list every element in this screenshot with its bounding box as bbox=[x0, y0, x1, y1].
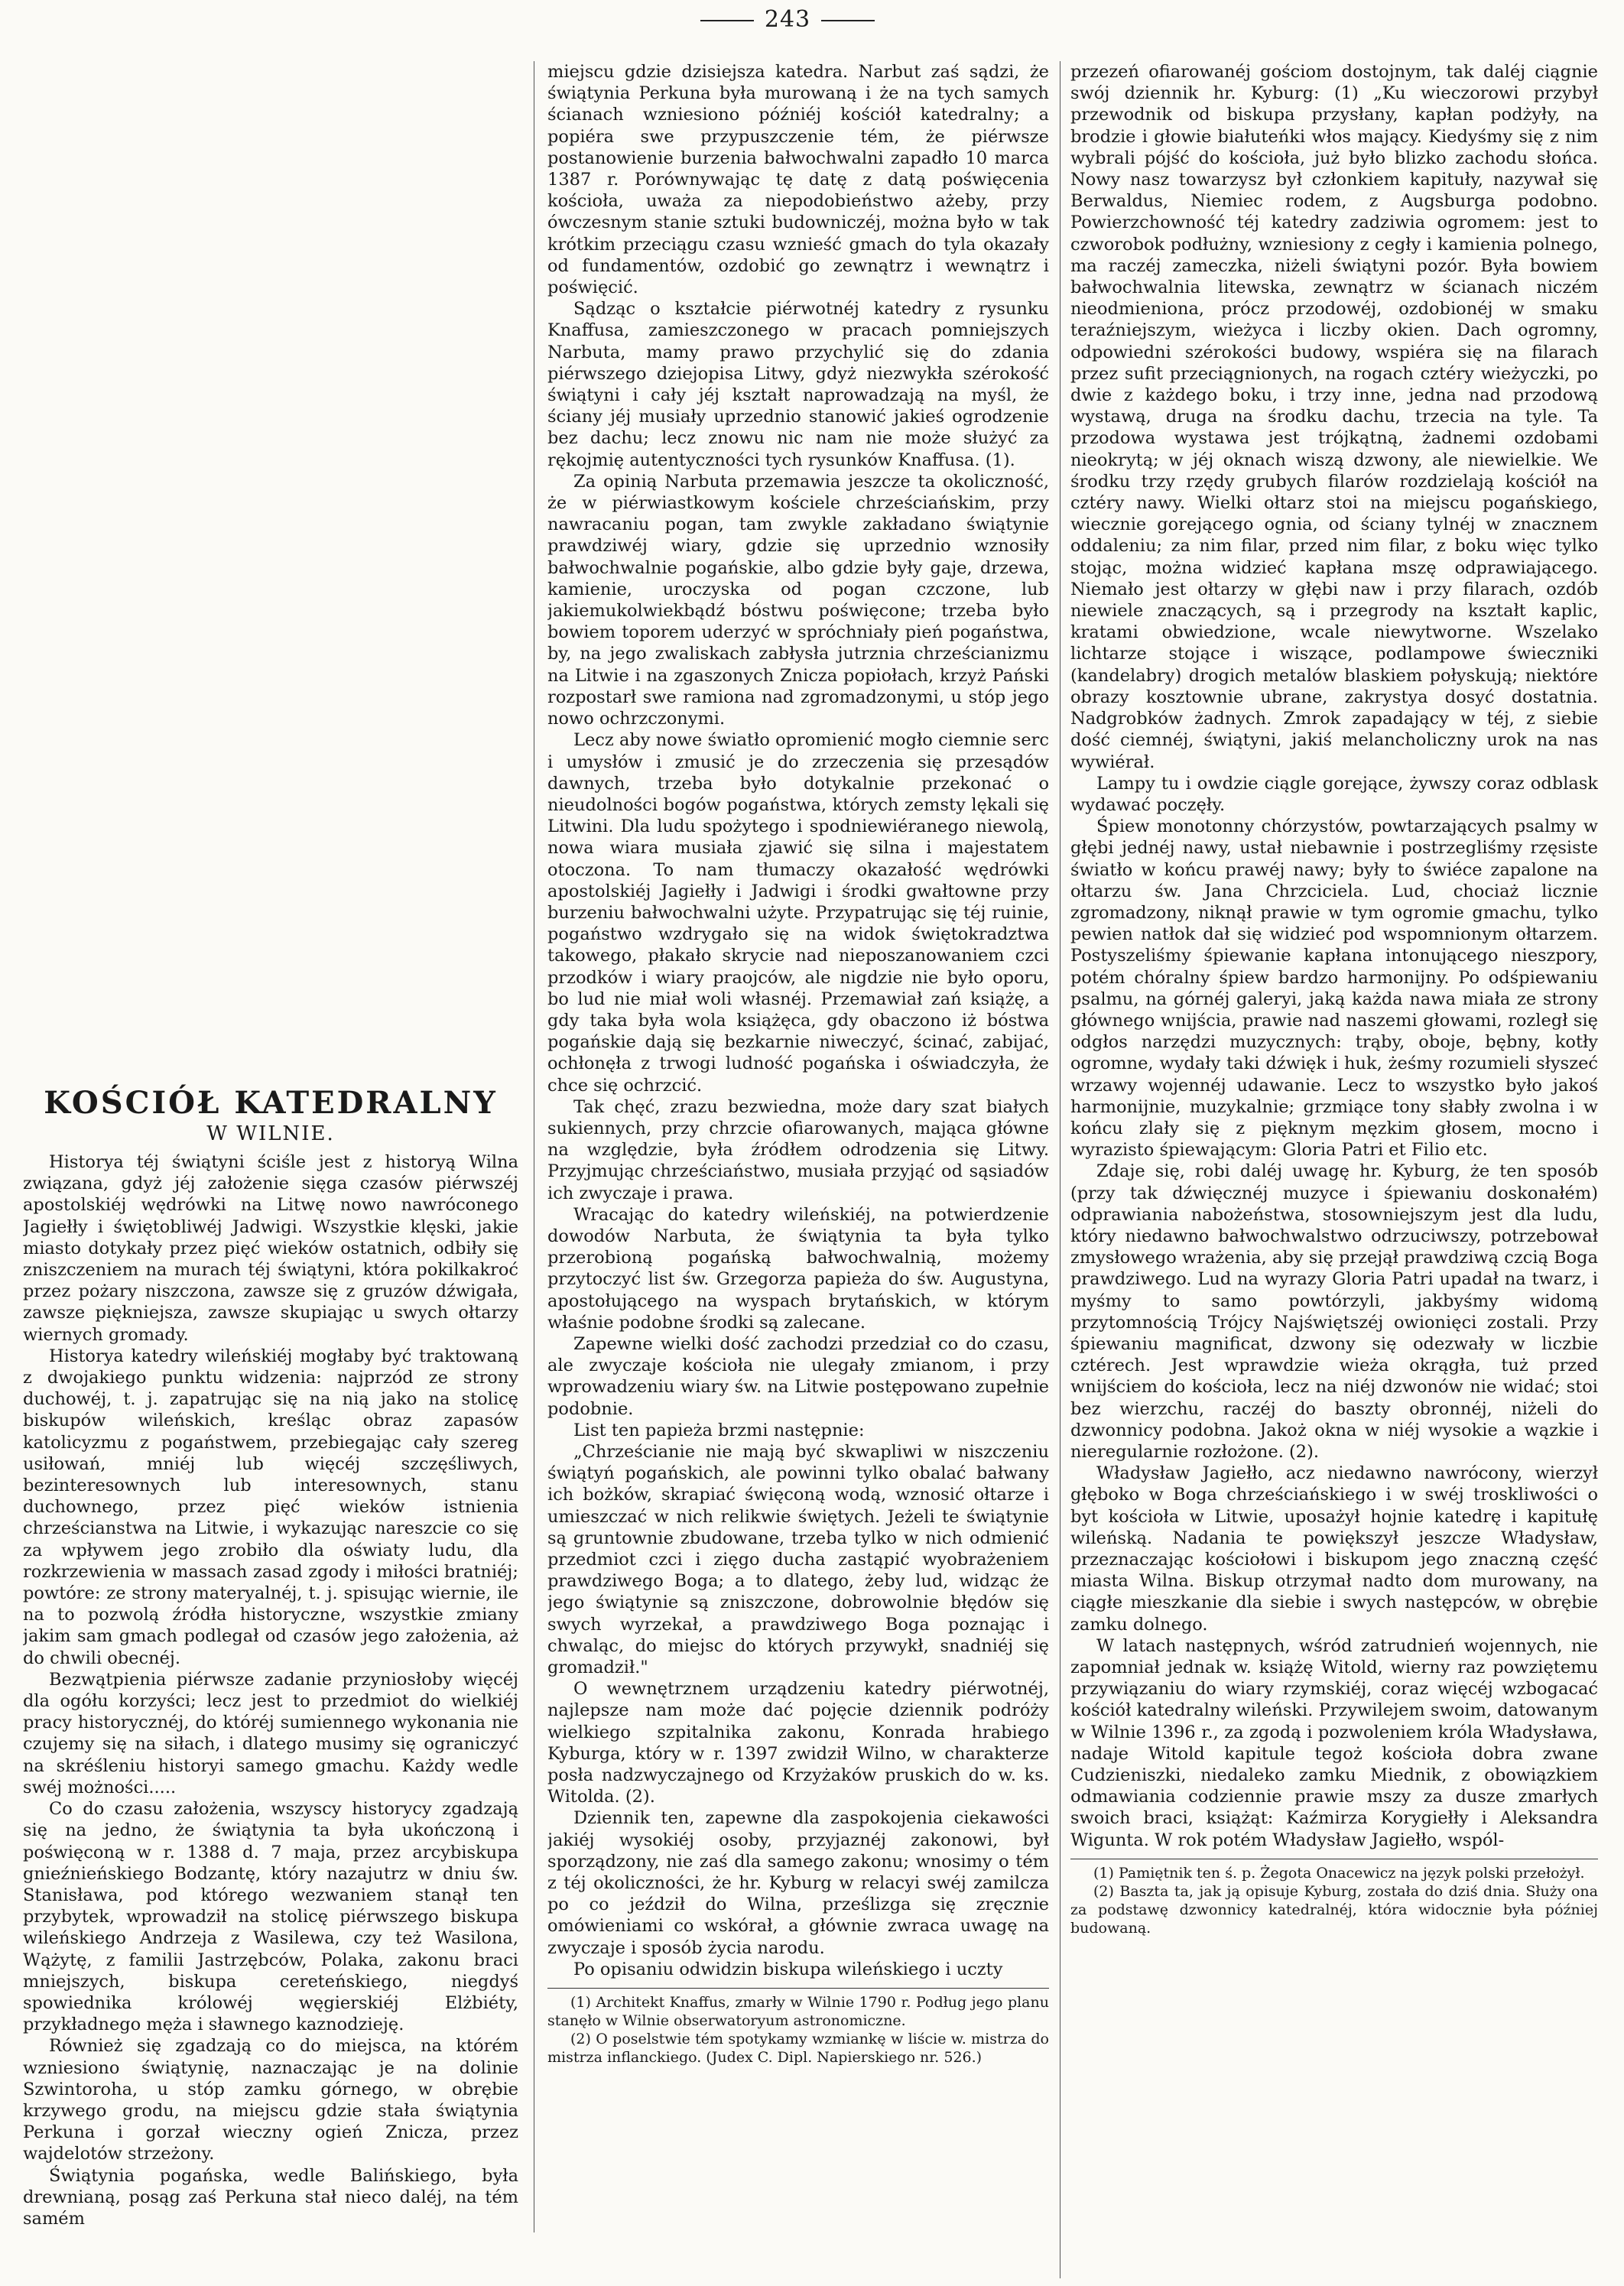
paragraph: W latach następnych, wśród zatrudnień wojennych, nie zapomniał jednak w. książę Witold, wierny raz powziętemu przywiązaniu do wiary rzymskiéj, coraz więcéj wzbogacać kościół katedralny wileński. Przywilejem swoim, datowanym w Wilnie 1396 r., za zgodą i pozwoleniem króla Władysława, nadaje Witold kapitule tegoż kościoła dobra zwane Cudzieniszki, niedaleko zamku Miednik, z obowiązkiem odmawiania codziennie prawie mszy za dusze zmarłych swoich braci, książąt: Kaźmirza Korygiełły i Aleksandra Wigunta. W rok potém Władysław Jagiełło, wspól- bbox=[1070, 1635, 1598, 1850]
paragraph: „Chrześcianie nie mają być skwapliwi w niszczeniu świątyń pogańskich, ale powinni tylko obalać bałwany ich bożków, skrapiać święconą wodą, wznosić ołtarze i umieszczać w nich relikwie świętych. Jeżeli te świątynie są gruntownie zbudowane, trzeba tylko w nich odmienić przedmiot czci i zięgo ducha zastąpić wyobrażeniem prawdziwego Boga; a to dlatego, żeby lud, widząc że jego świątynie są zniszczone, dobrowolnie błędów się swych wyrzekał, a prawdziwego Boga poznając i chwaląc, do miejsc do których przywykł, snadniéj się gromadził." bbox=[547, 1442, 1049, 1678]
page-number bbox=[535, 6, 1040, 33]
footnotes-right bbox=[1070, 1859, 1598, 1937]
column-middle bbox=[547, 61, 1049, 2232]
footnote: (1) Pamiętnik ten ś. p. Żegota Onacewicz na język polski przełożył. bbox=[1093, 1864, 1585, 1882]
paragraph: przezeń ofiarowanéj gościom dostojnym, tak daléj ciągnie swój dziennik hr. Kyburg: (1) „Ku wieczorowi przybył przewodnik od biskupa przysłany, kapłan podżyły, na brodzie i głowie białuteńki włos mający. Kiedyśmy się z nim wybrali pójść do kościoła, już było blizko zachodu słońca. Nowy nasz towarzysz był członkiem kapituły, nazywał się Berwaldus, Niemiec rodem, z Augsburga podobno. Powierzchowność téj katedry zadziwia ogromem: jest to czworobok podłużny, wzniesiony z cegły i kamienia polnego, ma raczéj zameczka, niżeli świątyni pozór. Była bowiem bałwochwalnia litewska, zewnątrz w ścianach niczém nieodmieniona, prócz przodowéj, ozdobionéj w smaku teraźniejszym, wieżyca i liczby okien. Dach ogromny, odpowiedni szérokości budowy, wspiéra się na filarach przez sufit przeciągnionych, na rogach cztéry wieżyczki, po dwie z każdego boku, i trzy inne, jedna nad przodową wystawą, druga na środku dachu, trzecia na tyle. Ta przodowa wystawa jest trójkątną, żadnemi ozdobami nieokrytą; w jéj oknach wiszą dzwony, ale niewielkie. We środku trzy rzędy grubych filarów rozdzielają kościół na cztéry nawy. Wielki ołtarz stoi na miejscu pogańskiego, wiecznie gorejącego ognia, od ściany tylnéj w znacznem oddaleniu; za nim filar, przed nim filar, z boku więc tylko stojąc, można widzieć kapłana mszę odprawiającego. Niemało jest ołtarzy w głębi naw i przy filarach, ozdób niewiele znaczących, są i przegrody na kształt kaplic, kratami obwiedzione, wcale niewytworne. Wszelako lichtarze stojące i wiszące, podlampowe świeczniki (kandelabry) drogich metalów blaskiem połyskują; niektóre obrazy kosztownie ubrane, zakrystya dosyć dostatnia. Nadgrobków żadnych. Zmrok zapadający w téj, z siebie dość ciemnéj, świątyni, jakiś melancholiczny urok na nas wywiérał. bbox=[1070, 62, 1598, 772]
paragraph: Lampy tu i owdzie ciągle gorejące, żywszy coraz odblask wydawać poczęły. bbox=[1070, 773, 1598, 815]
paragraph: Dziennik ten, zapewne dla zaspokojenia ciekawości jakiéj wysokiéj osoby, przyjaznéj zakonowi, był sporządzony, nie zaś dla samego zakonu; wnosimy o tém z téj okoliczności, że hr. Kyburg w relacyi swéj zamilcza po co jeździł do Wilna, prześlizga się zręcznie omówieniami co wskórał, a głównie zwraca uwagę na zwyczaje i sposób życia narodu. bbox=[547, 1808, 1049, 1958]
paragraph: Śpiew monotonny chórzystów, powtarzających psalmy w głębi jednéj nawy, ustał niebawnie i postrzegliśmy rzęsiste światło w końcu prawéj nawy; były to świéce zapalone na ołtarzu św. Jana Chrzciciela. Lud, chociaż licznie zgromadzony, niknął prawie w tym ogromie gmachu, tylko pewien natłok dał się widzieć pod wspomnionym ołtarzem. Postyszeliśmy śpiewanie kapłana intonującego nieszpory, potém chóralny śpiew bardzo harmonijny. Po odśpiewaniu psalmu, na górnéj galeryi, jaką każda nawa miała ze strony głównego wnijścia, prawie nad naszemi głowami, rozległ się odgłos narzędzi muzycznych: trąby, oboje, bębny, kotły ogromne, wydały taki dźwięk i huk, żeśmy rozumieli słyszeć wrzawy wojennéj udawanie. Lecz to wszystko było jakoś harmonijnie, muzykalnie; grzmiące tony słabły zwolna i w końcu zlały się z pięknym męzkim głosem, mocno i wyrazisto śpiewającym: Gloria Patri et Filio etc. bbox=[1070, 817, 1598, 1161]
paragraph: Świątynia pogańska, wedle Balińskiego, była drewnianą, posąg zaś Perkuna stał nieco daléj, na tém samém bbox=[23, 2165, 518, 2229]
page-number-rule-left bbox=[700, 20, 754, 21]
paragraph: miejscu gdzie dzisiejsza katedra. Narbut zaś sądzi, że świątynia Perkuna była murowaną i że na tych samych ścianach wzniesiono późniéj kościół katedralny; a popiéra swe przypuszczenie tém, że piérwsze postanowienie burzenia bałwochwalni zapadło 10 marca 1387 r. Porównywając tę datę z datą poświęcenia kościoła, uważa za niepodobieństwo ażeby, przy ówczesnym stanie sztuki budowniczéj, można było w tak krótkim przeciągu czasu wznieść gmach do tyla okazały od fundamentów, ozdobić go zewnątrz i wewnątrz i poświęcić. bbox=[547, 62, 1049, 298]
footnote: (2) Baszta ta, jak ją opisuje Kyburg, została do dziś dnia. Służy ona za podstawę dzwonnicy katedralnéj, która widocznie była później budowaną. bbox=[1070, 1882, 1598, 1937]
paragraph: O wewnętrznem urządzeniu katedry piérwotnéj, najlepsze nam może dać pojęcie dziennik podróży wielkiego szpitalnika zakonu, Konrada hrabiego Kyburga, który w r. 1397 zwidził Wilno, w charakterze posła nadzwyczajnego od Krzyżaków pruskich do w. ks. Witolda. (2). bbox=[547, 1679, 1049, 1807]
column-right bbox=[1070, 61, 1598, 2278]
article-subtitle: W WILNIE. bbox=[206, 1122, 335, 1145]
column-middle-body bbox=[547, 61, 1049, 1980]
paragraph: Tak chęć, zrazu bezwiedna, może dary szat białych sukiennych, przy chrzcie ofiarowanych, mająca główne na względzie, była źródłem odrodzenia się Litwy. Przyjmując chrześciaństwo, musiała przyjąć od sąsiadów ich zwyczaje i prawa. bbox=[547, 1096, 1049, 1203]
column-left-body bbox=[23, 1151, 518, 2229]
footnotes-middle bbox=[547, 1988, 1049, 2067]
paragraph: Zdaje się, robi daléj uwagę hr. Kyburg, że ten sposób (przy tak dźwięcznéj muzyce i śpiewaniu doskonałém) odprawiania nabożeństwa, stosowniejszym jest dla ludu, który niedawno bałwochwalstwo odrzuciwszy, potrzebował zmysłowego wrażenia, aby się przejął prawdziwą czcią Boga prawdziwego. Lud na wyrazy Gloria Patri upadał na twarz, i myśmy to samo powtórzyli, jakbyśmy widomą przytomnością Trójcy Najświętszéj owionięci zostali. Przy śpiewaniu magnificat, dzwony się odezwały w liczbie cztérech. Jest wprawdzie wieża okrągła, tuż przed wnijściem do kościoła, lecz na niéj dzwonów nie widać; stoi bez wierzchu, raczéj do baszty obronnéj, niżeli do dzwonnicy podobna. Jakoż okna w niéj wysokie a wązkie i nieregularnie rozłożone. (2). bbox=[1070, 1161, 1598, 1462]
article-title: KOŚCIÓŁ KATEDRALNY bbox=[44, 1085, 498, 1121]
paragraph: Lecz aby nowe światło opromienić mogło ciemnie serc i umysłów i zmusić je do zrzeczenia się przesądów dawnych, trzeba było dotykalnie przekonać o nieudolności bogów pogaństwa, których zemsty lękali się Litwini. Dla ludu spożytego i spodniewiéranego niewolą, nowa wiara musiała zjawić się silna i majestatem otoczona. To nam tłumaczy okazałość wędrówki apostolskiéj Jagiełły i Jadwigi i środki gwałtowne przy burzeniu bałwochwalni użyte. Przypatrując się téj ruinie, pogaństwo wzdrygało się na widok świętokradztwa takowego, płakało skrycie nad nieposzanowaniem czci przodków i wiary praojców, ale nigdzie nie było oporu, bo lud nie miał woli własnéj. Przemawiał zań książę, a gdy taka była wola książęca, gdy obaczono iż bóstwa pogańskie dają się bezkarnie niweczyć, ścinać, zabijać, ochłonęła z trwogi ludność pogańska i oświadczyła, że chce się ochrzcić. bbox=[547, 730, 1049, 1096]
page-number-rule-right bbox=[821, 20, 875, 21]
footnote: (2) O poselstwie tém spotykamy wzmiankę w liście w. mistrza do mistrza inflanckiego. (Judex C. Dipl. Napierskiego nr. 526.) bbox=[547, 2031, 1049, 2067]
paragraph: Co do czasu założenia, wszyscy historycy zgadzają się na jedno, że świątynia ta była ukończoną i poświęconą w r. 1388 d. 7 maja, przez arcybiskupa gnieźnieńskiego Bodzantę, który nazajutrz w dniu św. Stanisława, pod którego wezwaniem stanął ten przybytek, wprowadził na stolicę piérwszego biskupa wileńskiego Andrzeja z Wasilewa, czy też Wasilona, Wążytę, z familii Jastrzębców, Polaka, zakonu braci mniejszych, biskupa cereteńskiego, niegdyś spowiednika królowéj węgierskiéj Elżbiéty, przykładnego męża i sławnego kaznodzieję. bbox=[23, 1799, 518, 2035]
paragraph: Historya téj świątyni ściśle jest z historyą Wilna związana, gdyż jéj założenie sięga czasów piérwszéj apostolskiéj wędrówki na Litwę nowo nawróconego Jagiełły i świętobliwéj Jadwigi. Wszystkie klęski, jakie miasto dotykały przez pięć wieków ostatnich, odbiły się zniszczeniem na murach téj świątyni, która pokilkakroć przez pożary niszczona, zawsze się z gruzów dźwigała, zawsze piękniejsza, zawsze skupiając u swych ołtarzy wiernych gromady. bbox=[23, 1152, 518, 1345]
paragraph: Sądząc o kształcie piérwotnéj katedry z rysunku Knaffusa, zamieszczonego w pracach pomniejszych Narbuta, mamy prawo przychylić się do zdania piérwszego dziejopisa Litwy, gdyż niezwykła szérokość świątyni i cały jéj kształt naprowadzają na myśl, że ściany jéj musiały uprzednio stanowić jakieś ogrodzenie bez dachu; lecz znowu nic nam nie może służyć za rękojmię autentyczności tych rysunków Knaffusa. (1). bbox=[547, 299, 1049, 470]
paragraph: Za opinią Narbuta przemawia jeszcze ta okoliczność, że w piérwiastkowym kościele chrześciańskim, przy nawracaniu pogan, tam zwykle zakładano świątynie prawdziwéj wiary, gdzie się uprzednio wznosiły bałwochwalnie pogańskie, albo gdzie były gaje, drzewa, kamienie, uroczyska od pogan czczone, lub jakiemukolwiekbądź bóstwu poświęcone; trzeba było bowiem toporem uderzyć w spróchniały pień pogaństwa, by, na jego zwaliskach zabłysła jutrznia chrześcianizmu na Litwie i na zgaszonych Znicza popiołach, krzyż Pański rozpostarł swe ramiona nad zgromadzonymi, u stóp jego nowo ochrzczonymi. bbox=[547, 471, 1049, 729]
paragraph: Po opisaniu odwidzin biskupa wileńskiego i uczty bbox=[573, 1959, 1003, 1979]
column-right-body bbox=[1070, 61, 1598, 1851]
footnote: (1) Architekt Knaffus, zmarły w Wilnie 1790 r. Podług jego planu stanęło w Wilnie obserwatoryum astronomiczne. bbox=[547, 1994, 1049, 2030]
paragraph: Historya katedry wileńskiéj mogłaby być traktowaną z dwojakiego punktu widzenia: najprzód ze strony duchowéj, t. j. zapatrując się na nią jako na stolicę biskupów wileńskich, kreśląc obraz zapasów katolicyzmu z pogaństwem, przebiegając cały szereg usiłowań, mniéj lub więcéj szczęśliwych, bezinteresownych lub interesownych, stanu duchownego, przez pięć wieków istnienia chrześcianstwa na Litwie, i wykazując nareszcie co się za wpływem jego zrobiło dla oświaty ludu, dla rozkrzewienia w massach zasad zgody i miłości bratniéj; powtóre: ze strony materyalnéj, t. j. spisując wiernie, ile na to pozwolą źródła historyczne, wszystkie zmiany jakim sam gmach podlegał od czasów jego założenia, aż do chwili obecnéj. bbox=[23, 1346, 518, 1668]
paragraph: Bezwątpienia piérwsze zadanie przyniosłoby więcéj dla ogółu korzyści; lecz jest to przedmiot do wielkiéj pracy historycznéj, do któréj sumiennego wykonania nie czujemy się na siłach, i dlatego musimy się ograniczyć na skréśleniu historyi samego gmachu. Każdy wedle swéj możności..... bbox=[23, 1669, 518, 1797]
article-heading bbox=[23, 1086, 518, 1147]
paragraph: Zapewne wielki dość zachodzi przedział co do czasu, ale zwyczaje kościoła nie ulegały zmianom, i przy wprowadzeniu wiary św. na Litwie postępowano zupełnie podobnie. bbox=[547, 1333, 1049, 1419]
paragraph: Również się zgadzają co do miejsca, na którém wzniesiono świątynię, naznaczając je na dolinie Szwintoroha, u stóp zamku górnego, w obrębie krzywego grodu, na miejscu gdzie stała świątynia Perkuna i gorzał wieczny ogień Znicza, przez wajdelotów strzeżony. bbox=[23, 2036, 518, 2164]
paragraph: Władysław Jagiełło, acz niedawno nawrócony, wierzył głęboko w Boga chrześciańskiego i w swéj troskliwości o byt kościoła w Litwie, uposażył hojnie katedrę i kapitułę wileńską. Nadania te powiększył jeszcze Władysław, przeznaczając kościołowi i biskupom jego znaczną część miasta Wilna. Biskup otrzymał nadto dom murowany, na ciągłe mieszkanie dla siebie i swych następców, w obrębie zamku dolnego. bbox=[1070, 1463, 1598, 1635]
page-number-text: 243 bbox=[764, 6, 811, 33]
paragraph: List ten papieża brzmi następnie: bbox=[573, 1420, 865, 1440]
column-left bbox=[23, 1070, 518, 2278]
paragraph: Wracając do katedry wileńskiéj, na potwierdzenie dowodów Narbuta, że świątynia ta była tylko przerobioną pogańską bałwochwalnią, możemy przytoczyć list św. Grzegorza papieża do św. Augustyna, apostołującego na wyspach brytańskich, w którym właśnie podobne środki są zalecane. bbox=[547, 1204, 1049, 1333]
